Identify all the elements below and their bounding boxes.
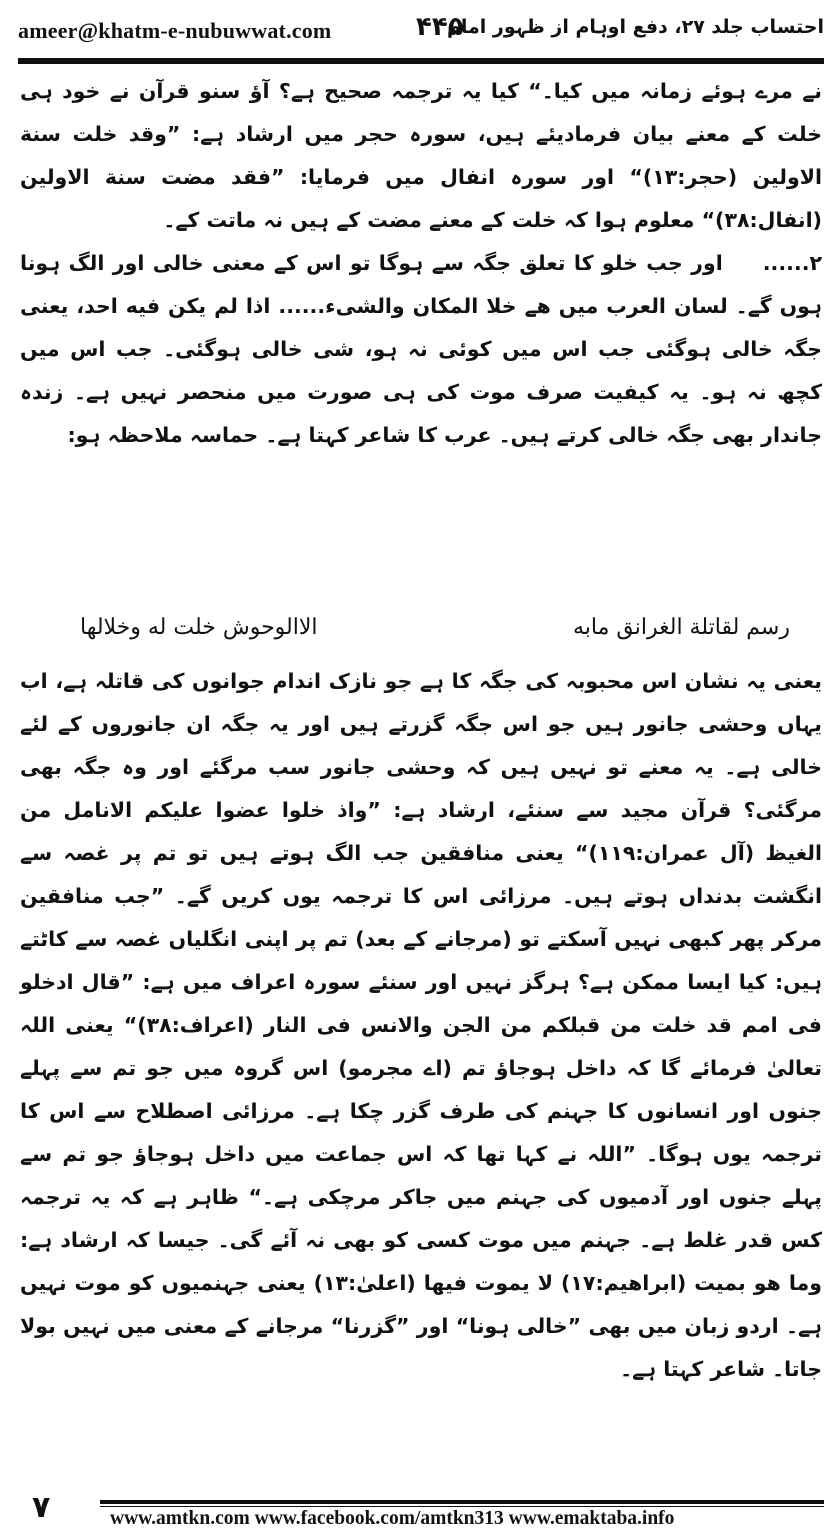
header-rule: [18, 58, 824, 64]
verse-hemistich-2: الاالوحوش خلت له وخلالها: [80, 615, 318, 640]
paragraph-1: نے مرے ہوئے زمانہ میں کیا۔“ کیا یہ ترجمہ صحیح ہے؟ آؤ سنو قرآن نے خود ہی خلت کے معنے بیان فرمادیئے ہیں، سورہ حجر میں ارشاد ہے: ”وقد خلت سنة الاولین (حجر:۱۳)“ اور سورہ انفال میں فرمایا: ”فقد مضت سنة الاولین (انفال:۳۸)“ معلوم ہوا کہ خلت کے معنے مضت کے ہیں نہ ماتت کے۔: [20, 79, 822, 232]
footer-page-digit: ۷: [32, 1490, 51, 1525]
page-footer: [18, 1488, 824, 1532]
verse-hemistich-1: رسم لقاتلة الغرانق مابه: [573, 615, 790, 640]
paragraph-2: [20, 242, 822, 457]
poetry-verse: [40, 615, 800, 659]
item-marker: ۲......: [762, 251, 822, 275]
footer-rule: [100, 1500, 824, 1504]
page-header: [18, 12, 824, 56]
body-text-bottom: [20, 660, 822, 1391]
running-title: احتساب جلد ۲۷، دفع اوہام از ظہور امام: [446, 16, 824, 38]
paragraph-2-text: اور جب خلو کا تعلق جگہ سے ہوگا تو اس کے معنی خالی اور الگ ہونا ہوں گے۔ لسان العرب میں ھے خلا المکان والشیء...... اذا لم یکن فیه احد، یعنی جگہ خالی ہوگئی جب اس میں کوئی نہ ہو، شی خالی ہوگئی۔ جب اس میں کچھ نہ ہو۔ یہ کیفیت صرف موت کی ہی صورت میں منحصر نہیں ہے۔ زندہ جاندار بھی جگہ خالی کرتے ہیں۔ عرب کا شاعر کہتا ہے۔ حماسہ ملاحظہ ہو:: [20, 251, 822, 447]
footer-links[interactable]: www.amtkn.com www.facebook.com/amtkn313 www.emaktaba.info: [110, 1508, 675, 1529]
paragraph-3: یعنی یہ نشان اس محبوبہ کی جگہ کا ہے جو نازک اندام جوانوں کی قاتلہ ہے، اب یہاں وحشی جانور ہیں جو اس جگہ گزرتے ہیں اور یہ جگہ ان جانوروں کے لئے خالی ہے۔ یہ معنے تو نہیں ہیں کہ وحشی جانور سب مرگئے اور وہ جگہ بھی مرگئی؟ قرآن مجید سے سنئے، ارشاد ہے: ”واذ خلوا عضوا علیکم الانامل من الغیظ (آل عمران:۱۱۹)“ یعنی منافقین جب الگ ہوتے ہیں تو تم پر غصہ سے انگشت بدنداں ہوتے ہیں۔ مرزائی اس کا ترجمہ یوں کریں گے۔ ”جب منافقین مرکر پھر کبھی نہیں آسکتے تو (مرجانے کے بعد) تم پر اپنی انگلیاں غصہ سے کاٹتے ہیں: کیا ایسا ممکن ہے؟ ہرگز نہیں اور سنئے سورہ اعراف میں ہے: ”قال ادخلو فی امم قد خلت من قبلکم من الجن والانس فی النار (اعراف:۳۸)“ یعنی اللہ تعالیٰ فرمائے گا کہ داخل ہوجاؤ تم (اے مجرمو) اس گروہ میں جو تم سے پہلے جنوں اور انسانوں کا جہنم کی طرف گزر چکا ہے۔ مرزائی اصطلاح سے اس کا ترجمہ یوں ہوگا۔ ”اللہ نے کہا تھا کہ اس جماعت میں داخل ہوجاؤ جو تم سے پہلے جنوں اور آدمیوں کی جہنم میں جاکر مرچکی ہے۔“ ظاہر ہے کہ یہ ترجمہ کس قدر غلط ہے۔ جہنم میں موت کسی کو بھی نہ آئے گی۔ جیسا کہ ارشاد ہے: وما ھو بمیت (ابراھیم:۱۷) لا یموت فیھا (اعلیٰ:۱۳) یعنی جہنمیوں کو موت نہیں ہے۔ اردو زبان میں بھی ”خالی ہونا“ اور ”گزرنا“ مرجانے کے معنی میں نہیں بولا جاتا۔ شاعر کہتا ہے۔: [20, 669, 822, 1381]
footer-rule-thin: [100, 1506, 824, 1507]
page-number: ۴۴۵: [416, 12, 464, 42]
body-text-top: [20, 70, 822, 457]
header-email: ameer@khatm-e-nubuwwat.com: [18, 18, 332, 43]
